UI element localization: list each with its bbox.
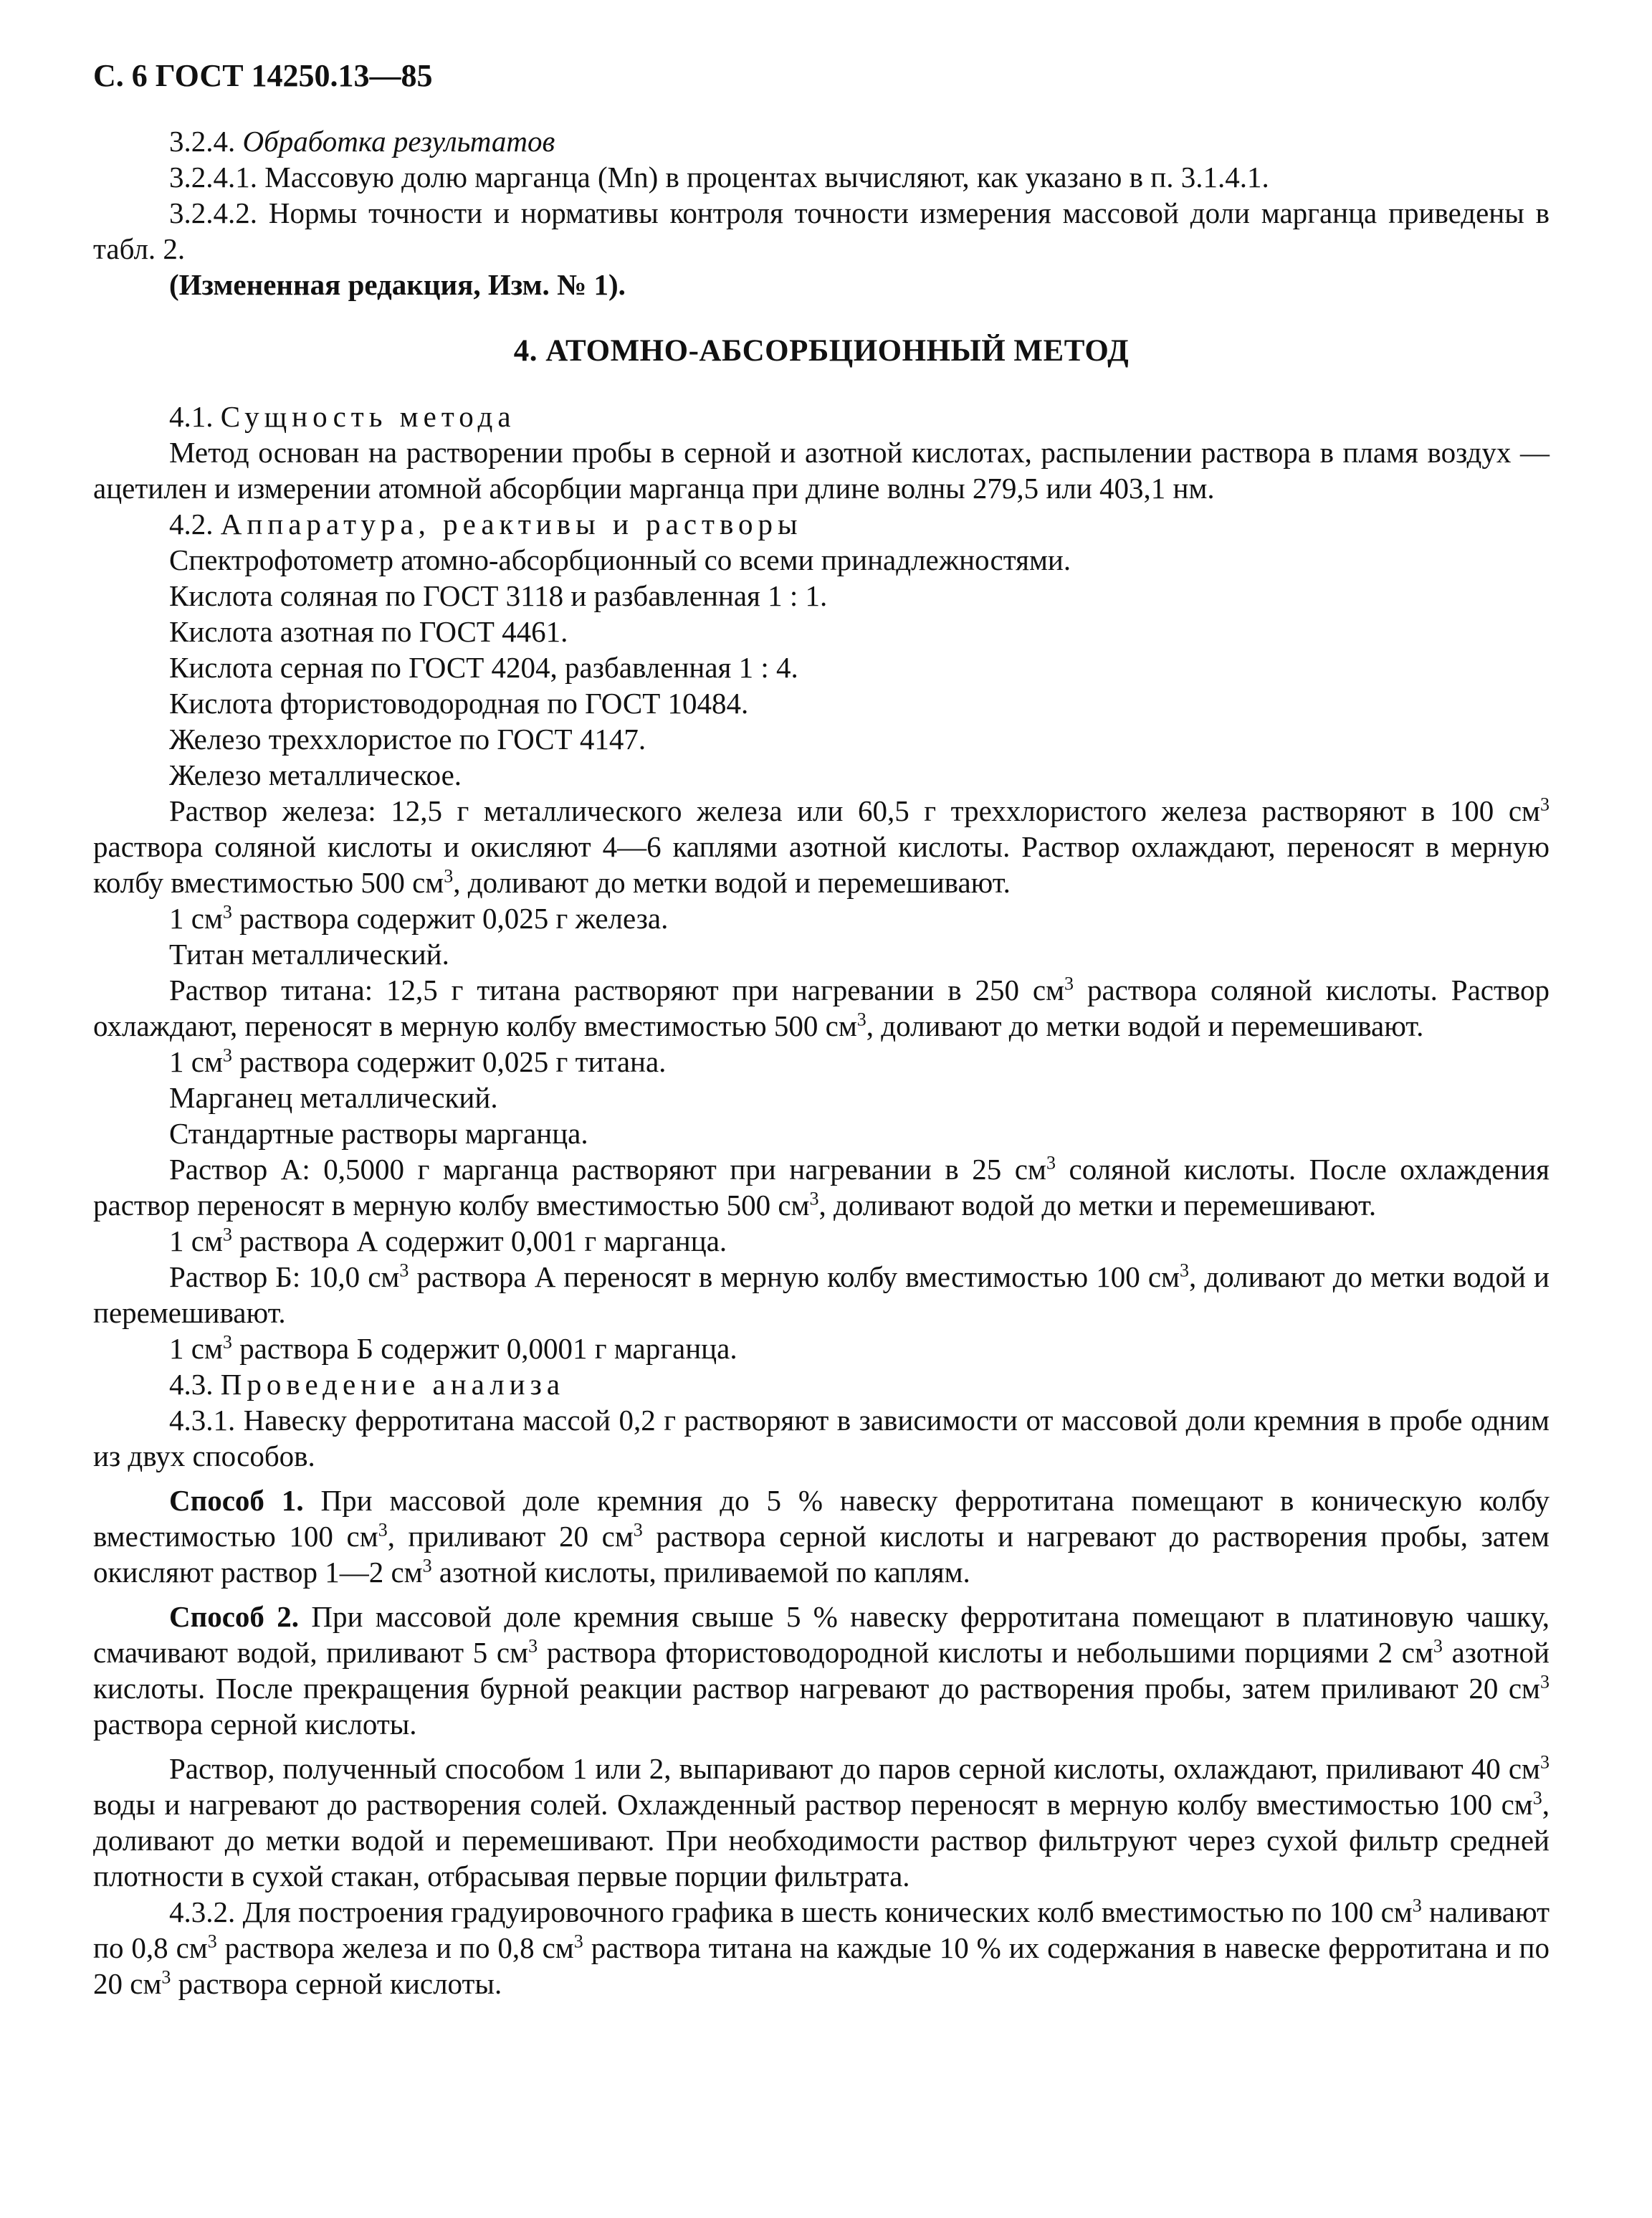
clause-number: 4.2. bbox=[169, 508, 214, 541]
document-page bbox=[93, 57, 1550, 2002]
clause-4-2-heading bbox=[93, 506, 1550, 542]
amendment-note: (Измененная редакция, Изм. № 1). bbox=[169, 268, 626, 301]
reagent-line: Спектрофотометр атомно-абсорбционный со всеми принадлежностями. bbox=[169, 543, 1071, 576]
reagent-line: Титан металлический. bbox=[169, 938, 449, 971]
reagent-line: Железо треххлористое по ГОСТ 4147. bbox=[169, 723, 646, 756]
iron-solution-text: Раствор железа: 12,5 г металлического железа или 60,5 г треххлористого железа растворяют в 100 $см^3$ раствора соляной кислоты и окисляют 4—6 каплями азотной кислоты. Раствор охлаждают, переносят в мерную колбу вместимостью 500 $см^3$, доливают до метки водой и перемешивают. bbox=[93, 794, 1550, 899]
clause-4-1-heading bbox=[93, 399, 1550, 434]
paragraph-3-2-4-1: 3.2.4.1. Массовую долю марганца (Mn) в процентах вычисляют, как указано в п. 3.1.4.1. bbox=[169, 161, 1269, 194]
reagent-line: Кислота фтористоводородная по ГОСТ 10484. bbox=[169, 687, 749, 720]
solution-a-content: 1 $см^3$ раствора А содержит 0,001 г марганца. bbox=[169, 1224, 727, 1257]
titanium-content-text: 1 $см^3$ раствора содержит 0,025 г титана. bbox=[169, 1044, 667, 1078]
clause-number: 4.3. bbox=[169, 1368, 214, 1401]
method-2-text: Способ 2. При массовой доле кремния свыше 5 % навеску ферротитана помещают в платиновую чашку, смачивают водой, приливают 5 $см^3$ раствора фтористоводородной кислоты и небольшими порциями 2 $см^3$ азотной кислоты. После прекращения бурной реакции раствор нагревают до растворения пробы, затем приливают 20 $см^3$ раствора серной кислоты. bbox=[93, 1600, 1550, 1741]
clause-title: Аппаратура, реактивы и растворы bbox=[220, 508, 803, 541]
reagent-line: Кислота азотная по ГОСТ 4461. bbox=[169, 615, 568, 648]
solution-processing-text: Раствор, полученный способом 1 или 2, выпаривают до паров серной кислоты, охлаждают, приливают 40 $см^3$ воды и нагревают до растворения солей. Охлажденный раствор переносят в мерную колбу вместимостью 100 $см^3$, доливают до метки водой и перемешивают. При необходимости раствор фильтруют через сухой фильтр средней плотности в сухой стакан, отбрасывая первые порции фильтрата. bbox=[93, 1751, 1550, 1893]
method-1-text: Способ 1. При массовой доле кремния до 5 % навеску ферротитана помещают в коническую колбу вместимостью 100 $см^3$, приливают 20 $см^3$ раствора серной кислоты и нагревают до растворения пробы, затем окисляют раствор 1—2 $см^3$ азотной кислоты, приливаемой по каплям. bbox=[93, 1484, 1550, 1589]
reagent-line: Кислота соляная по ГОСТ 3118 и разбавленная 1 : 1. bbox=[169, 579, 828, 612]
reagent-line: Марганец металлический. bbox=[169, 1081, 498, 1114]
clause-4-3-heading bbox=[93, 1366, 1550, 1402]
titanium-solution-text: Раствор титана: 12,5 г титана растворяют при нагревании в 250 $см^3$ раствора соляной кислоты. Раствор охлаждают, переносят в мерную колбу вместимостью 500 $см^3$, доливают до метки водой и перемешивают. bbox=[93, 973, 1550, 1042]
clause-title: Сущность метода bbox=[220, 400, 516, 433]
clause-number: 3.2.4. bbox=[169, 125, 236, 158]
paragraph-3-2-4 bbox=[93, 123, 1550, 159]
clause-number: 4.1. bbox=[169, 400, 214, 433]
clause-4-3-1: 4.3.1. Навеску ферротитана массой 0,2 г растворяют в зависимости от массовой доли кремния в пробе одним из двух способов. bbox=[93, 1404, 1550, 1472]
reagent-line: Стандартные растворы марганца. bbox=[169, 1117, 588, 1150]
solution-b-content: 1 $см^3$ раствора Б содержит 0,0001 г марганца. bbox=[169, 1331, 737, 1365]
section-title: 4. АТОМНО-АБСОРБЦИОННЫЙ МЕТОД bbox=[513, 334, 1130, 368]
reagent-line: Кислота серная по ГОСТ 4204, разбавленная 1 : 4. bbox=[169, 651, 798, 684]
clause-title: Обработка результатов bbox=[242, 125, 555, 158]
paragraph-3-2-4-2: 3.2.4.2. Нормы точности и нормативы контроля точности измерения массовой доли марганца приведены в табл. 2. bbox=[93, 196, 1550, 265]
iron-content-text: 1 $см^3$ раствора содержит 0,025 г железа. bbox=[169, 901, 669, 935]
solution-a-text: Раствор А: 0,5000 г марганца растворяют при нагревании в 25 $см^3$ соляной кислоты. После охлаждения раствор переносят в мерную колбу вместимостью 500 $см^3$, доливают водой до метки и перемешивают. bbox=[93, 1152, 1550, 1222]
clause-4-3-2: 4.3.2. Для построения градуировочного графика в шесть конических колб вместимостью по 100 $см^3$ наливают по 0,8 $см^3$ раствора железа и по 0,8 $см^3$ раствора титана на каждые 10 % их содержания в навеске ферротитана и по 20 $см^3$ раствора серной кислоты. bbox=[93, 1895, 1550, 2000]
reagent-line: Железо металлическое. bbox=[169, 758, 462, 791]
clause-title: Проведение анализа bbox=[220, 1368, 565, 1401]
solution-b-text: Раствор Б: 10,0 $см^3$ раствора А переносят в мерную колбу вместимостью 100 $см^3$, доливают до метки водой и перемешивают. bbox=[93, 1260, 1550, 1329]
page-header: С. 6 ГОСТ 14250.13—85 bbox=[93, 58, 433, 93]
clause-4-1-text: Метод основан на растворении пробы в серной и азотной кислотах, распылении раствора в пламя воздух — ацетилен и измерении атомной абсорбции марганца при длине волны 279,5 или 403,1 нм. bbox=[93, 436, 1550, 505]
